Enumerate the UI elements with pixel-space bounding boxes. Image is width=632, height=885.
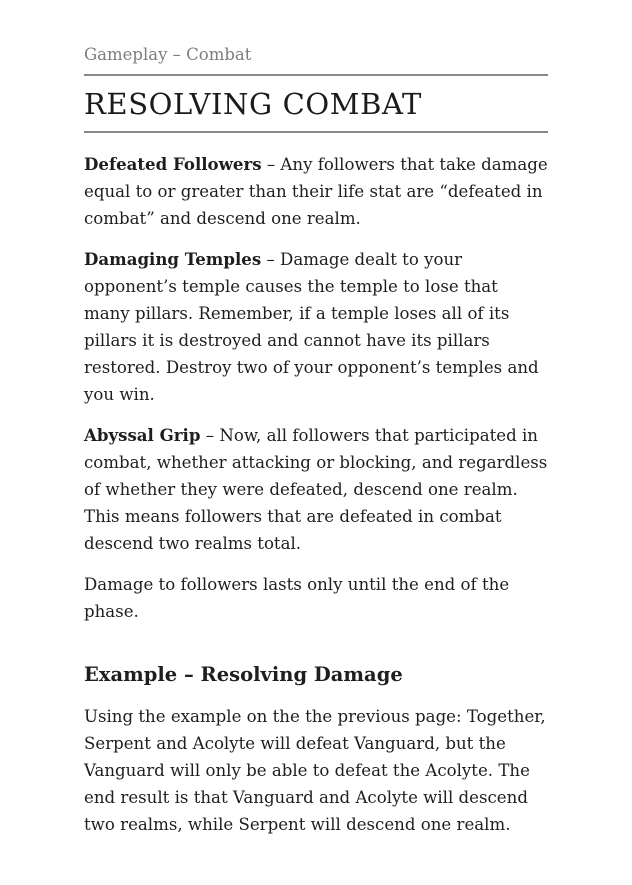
page-title: RESOLVING COMBAT: [84, 87, 422, 121]
rule-description: – Now, all followers that participated in combat, whether attacking or blocking, and regardless of whether they were defeated, descend one realm. This means followers that are defeated in combat descend two realms total.: [84, 426, 548, 553]
title-bottom-rule: [84, 131, 548, 133]
body-text: [84, 151, 548, 838]
page-content: [84, 44, 548, 838]
rule-description: – Damage dealt to your opponent’s temple causes the temple to lose that many pillars. Remember, if a temple loses all of its pillars it is destroyed and cannot have its pillars restored. Destroy two of your opponent’s temples and you win.: [84, 250, 539, 404]
example-paragraph: Using the example on the the previous page: Together, Serpent and Acolyte will defeat Vanguard, but the Vanguard will only be able to defeat the Acolyte. The end result is that Vanguard and Acolyte will descend two realms, while Serpent will descend one realm.: [84, 707, 546, 834]
example-heading: Example – Resolving Damage: [84, 663, 403, 686]
rule-paragraph-abyssal-grip: [84, 422, 548, 557]
rule-term: Abyssal Grip: [84, 425, 201, 445]
damage-duration-note: Damage to followers lasts only until the end of the phase.: [84, 575, 510, 621]
rule-term: Damaging Temples: [84, 249, 262, 269]
rule-term: Defeated Followers: [84, 154, 262, 174]
title-top-rule: [84, 74, 548, 76]
breadcrumb: Gameplay – Combat: [84, 45, 252, 64]
rule-description: – Any followers that take damage equal to or greater than their life stat are “defeated in combat” and descend one realm.: [84, 155, 548, 228]
rule-paragraph-defeated-followers: [84, 151, 548, 232]
rule-paragraph-damaging-temples: [84, 246, 548, 408]
